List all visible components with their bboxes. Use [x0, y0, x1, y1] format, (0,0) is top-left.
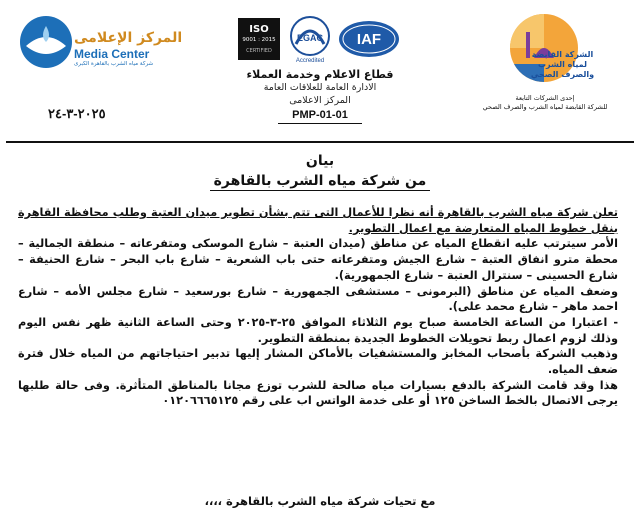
logo-line-2: لمياه الشرب [537, 60, 588, 69]
iaf-label: IAF [356, 31, 382, 48]
document-date: ٢٠٢٥-٣-٢٤ [48, 106, 106, 121]
document-code: PMP-01-01 [278, 109, 362, 124]
certification-logos [238, 14, 400, 64]
company-logo-subtitle [470, 94, 620, 112]
paragraph-hotline: هذا وقد قامت الشركة بالدفع بسيارات مياه صالحة للشرب توزع مجانا بالمناطق المتأثرة. وفى حالة طلبها يرجى الاتصال بالخط الساخن ١٢٥ أو على خدمة الواتس اب على رقم ٠١٢٠٦٦٦٥١٢٥ [18, 378, 618, 408]
iso-label: ISO [249, 24, 269, 35]
logo-sub-2: للشركة القابضة لمياه الشرب والصرف الصحي [482, 103, 608, 111]
paragraph-weak-areas: وضعف المياه عن مناطق (البرمونى – مستشفى الجمهورية – شارع بورسعيد – شارع مجلس الأمه – شارع احمد ماهر – شارع محمد على). [18, 284, 618, 314]
egac-sub: Accredited [295, 58, 325, 64]
company-logo [470, 12, 620, 130]
paragraph-advice: وذهيب الشركة بأصحاب المخابز والمستشفيات بالأماكن المشار إليها تدبير احتياجاتهم من المياه خلال فترة ضعف المياه. [18, 347, 618, 377]
egac-accreditation-icon [286, 14, 334, 64]
iso-standard: 9001 : 2015 [242, 37, 276, 43]
header-divider [6, 141, 634, 143]
egac-label: EGAC [296, 33, 324, 43]
statement-body [18, 205, 618, 409]
paragraph-timing: - اعتبارا من الساعة الخامسة صباح يوم الثلاثاء الموافق ٢٥-٣-٢٠٢٥ وحتى الساعة الثانية ظهر نفس اليوم وذلك لزوم اعمال ربط تحويلات الخطوط الجديدة بمنطقة التطوير. [18, 315, 619, 345]
paragraph-intro: تعلن شركة مياه الشرب بالقاهرة أنه نظرا للأعمال التى تتم بشأن تطوير ميدان العتبة وطلب محافظة القاهرة بنقل خطوط المياه المتعارضة مع اعمال التطوير. [18, 206, 618, 235]
statement-titles [120, 152, 520, 191]
iso-cert: CERTIFIED [246, 48, 272, 54]
media-center-tagline: شركة مياه الشرب بالقاهرة الكبرى [74, 61, 154, 67]
paragraph-outage-areas: الأمر سيترتب عليه انقطاع المياه عن مناطق (ميدان العتبة – شارع الموسكى ومتفرعاته – منطقة الجمالية – محطة مترو انفاق العتبة – شارع الجيش ومتفرعاته حتى باب الشعرية – شارع باب البحر – شارع الحنيفة – شارع الحسينى – سنترال العتبة – شارع الجمهورية). [18, 237, 618, 282]
logo-sub-1: إحدى الشركات التابعة [515, 94, 575, 102]
statement-title: بيان [305, 153, 335, 169]
center-name: المركز الاعلامى [289, 95, 351, 106]
logo-line-1: الشركة القابضة [531, 50, 594, 59]
closing-line: مع تحيات شركة مياه الشرب بالقاهرة ،،،، [204, 494, 436, 508]
iso-certified-icon [238, 18, 280, 60]
sector-name: قطاع الاعلام وخدمة العملاء [246, 68, 394, 81]
media-center-logo [18, 14, 183, 70]
globe-drop-icon [18, 14, 74, 70]
statement-subtitle: من شركة مياه الشرب بالقاهرة [210, 172, 431, 191]
iaf-icon [338, 20, 400, 58]
admin-name: الادارة العامة للعلاقات العامة [263, 82, 377, 93]
media-center-english: Media Center [74, 47, 150, 61]
media-center-arabic: المركز الإعلامى [74, 30, 183, 46]
department-block [220, 68, 420, 124]
company-logo-text [515, 50, 610, 80]
logo-line-3: والصرف الصحي [530, 70, 595, 79]
